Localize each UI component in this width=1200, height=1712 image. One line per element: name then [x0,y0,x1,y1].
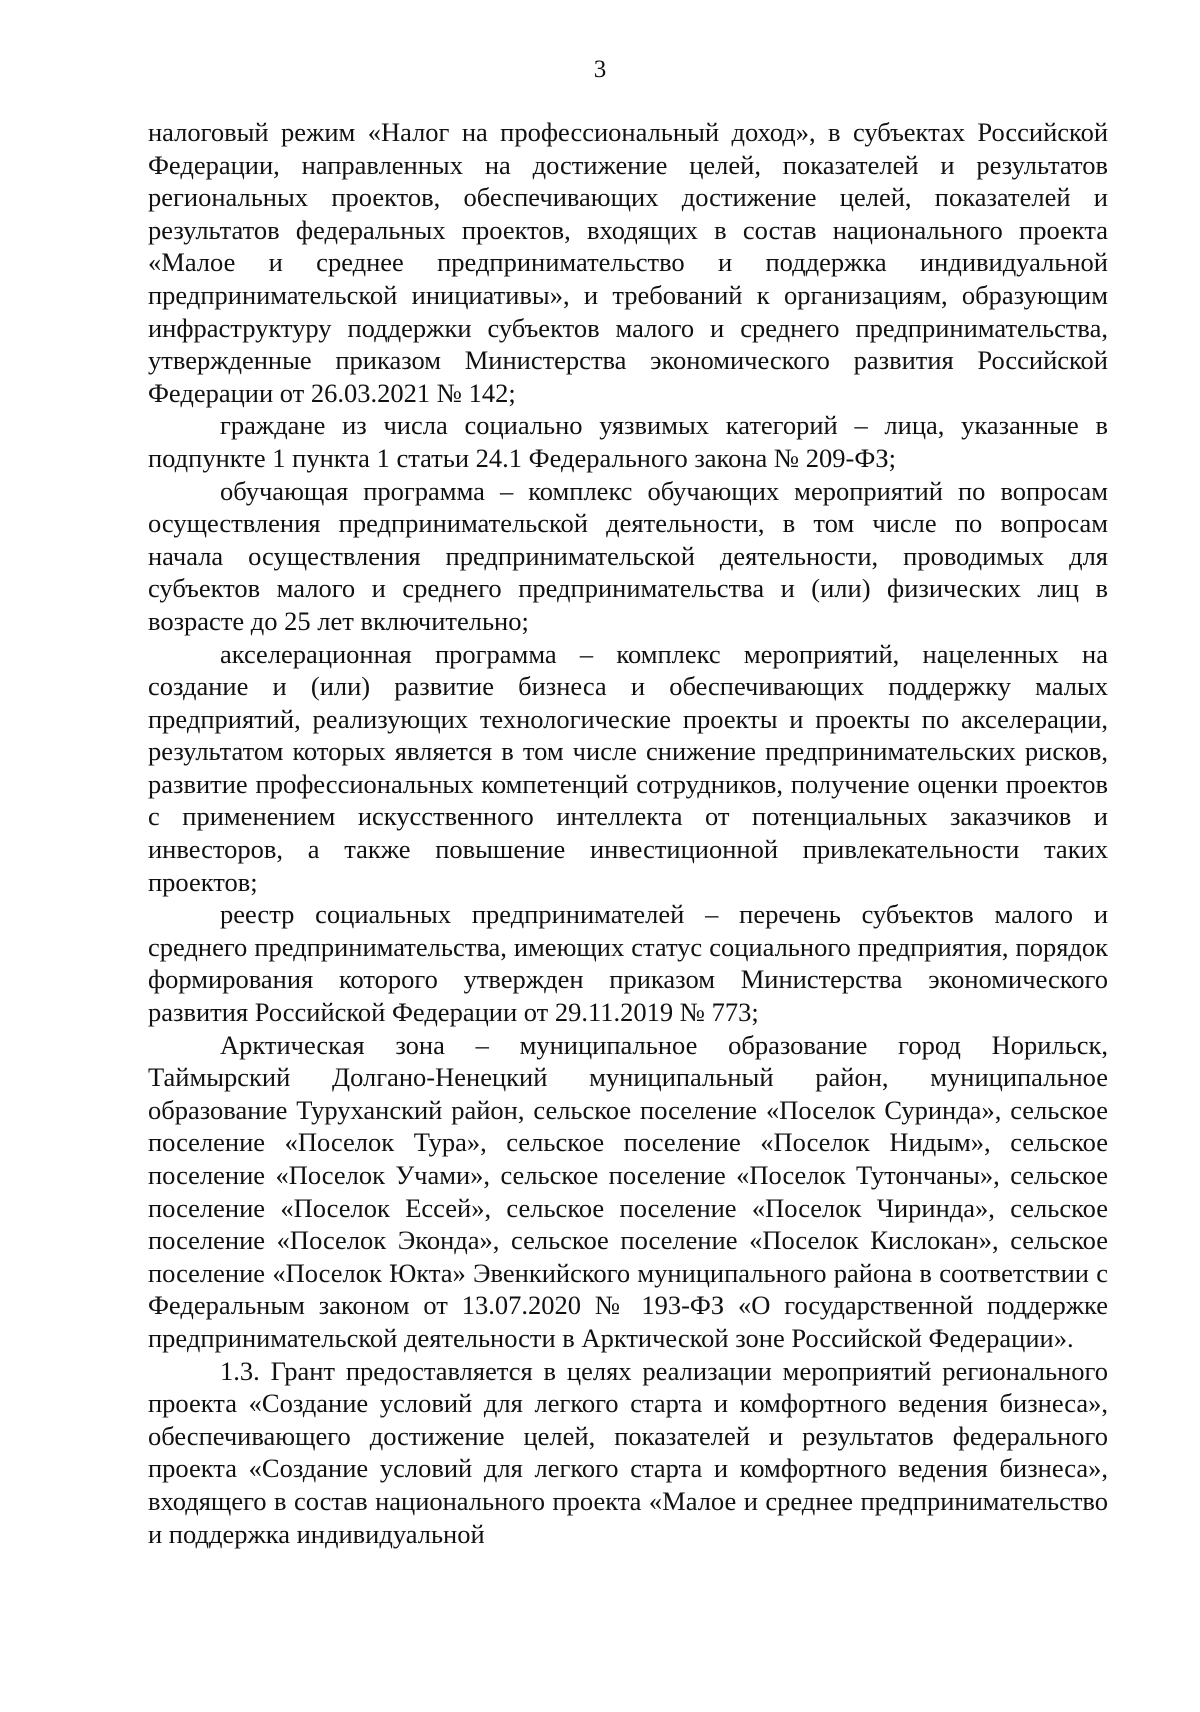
page-number: 3 [593,56,607,83]
paragraph-acceleration-program: акселерационная программа – комплекс мероприятий, нацеленных на создание и (или) развитие бизнеса и обеспечивающих поддержку малых предприятий, реализующих технологические проекты и проекты по акселерации, результатом которых является в том числе снижение предпринимательских рисков, развитие профессиональных компетенций сотрудников, получение оценки проектов с применением искусственного интеллекта от потенциальных заказчиков и инвесторов, а также повышение инвестиционной привлекательности таких проектов; [148,638,1108,897]
document-body [148,116,1108,1550]
paragraph-vulnerable-citizens: граждане из числа социально уязвимых категорий – лица, указанные в подпункте 1 пункта 1 статьи 24.1 Федерального закона № 209-ФЗ; [148,410,1108,473]
paragraph-arctic-zone: Арктическая зона – муниципальное образование город Норильск, Таймырский Долгано-Ненецкий муниципальный район, муниципальное образование Туруханский район, сельское поселение «Поселок Суринда», сельское поселение «Поселок Тура», сельское поселение «Поселок Нидым», сельское поселение «Поселок Учами», сельское поселение «Поселок Тутончаны», сельское поселение «Поселок Ессей», сельское поселение «Поселок Чиринда», сельское поселение «Поселок Эконда», сельское поселение «Поселок Кислокан», сельское поселение «Поселок Юкта» Эвенкийского муниципального района в соответствии с Федеральным законом от 13.07.2020 № 193-ФЗ «О государственной поддержке предпринимательской деятельности в Арктической зоне Российской Федерации». [148,1029,1108,1353]
paragraph-social-entrepreneurs-register: реестр социальных предпринимателей – перечень субъектов малого и среднего предпринимательства, имеющих статус социального предприятия, порядок формирования которого утвержден приказом Министерства экономического развития Российской Федерации от 29.11.2019 № 773; [148,899,1108,1028]
paragraph-grant-purpose: 1.3. Грант предоставляется в целях реализации мероприятий регионального проекта «Создание условий для легкого старта и комфортного ведения бизнеса», обеспечивающего достижение целей, показателей и результатов федерального проекта «Создание условий для легкого старта и комфортного ведения бизнеса», входящего в состав национального проекта «Малое и среднее предпринимательство и поддержка индивидуальной [148,1355,1108,1549]
paragraph-training-program: обучающая программа – комплекс обучающих мероприятий по вопросам осуществления предпринимательской деятельности, в том числе по вопросам начала осуществления предпринимательской деятельности, проводимых для субъектов малого и среднего предпринимательства и (или) физических лиц в возрасте до 25 лет включительно; [148,475,1108,636]
paragraph-continuation-definitions: налоговый режим «Налог на профессиональный доход», в субъектах Российской Федерации, направленных на достижение целей, показателей и результатов региональных проектов, обеспечивающих достижение целей, показателей и результатов федеральных проектов, входящих в состав национального проекта «Малое и среднее предпринимательство и поддержка индивидуальной предпринимательской инициативы», и требований к организациям, образующим инфраструктуру поддержки субъектов малого и среднего предпринимательства, утвержденные приказом Министерства экономического развития Российской Федерации от 26.03.2021 № 142; [148,117,1108,408]
